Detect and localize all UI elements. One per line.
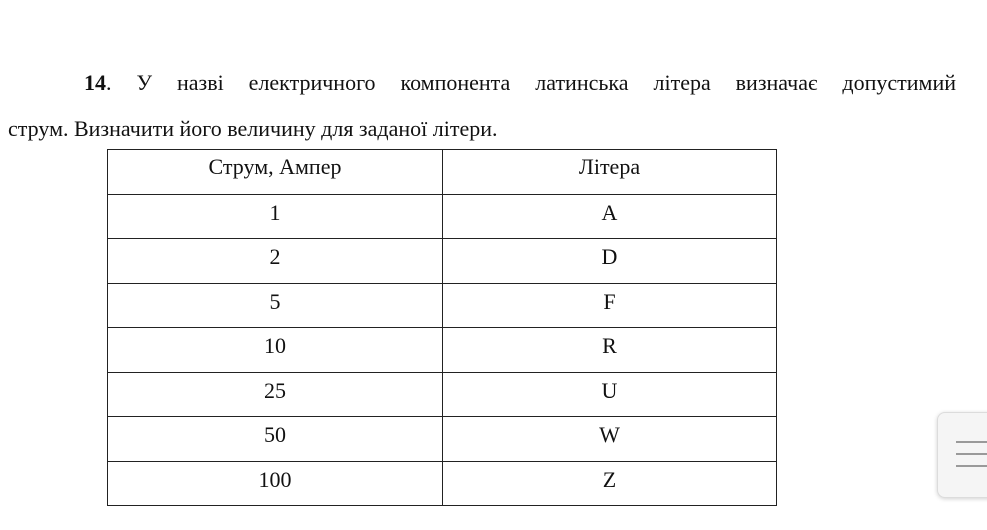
cell-letter: A xyxy=(443,194,777,239)
table-header-row xyxy=(108,150,777,195)
cell-current: 2 xyxy=(108,239,443,284)
cell-current: 50 xyxy=(108,417,443,462)
cell-letter: W xyxy=(443,417,777,462)
header-current: Струм, Ампер xyxy=(108,150,443,195)
cell-current: 1 xyxy=(108,194,443,239)
table-row xyxy=(108,239,777,284)
problem-number: 14 xyxy=(84,70,106,95)
table-row xyxy=(108,461,777,506)
cell-current: 25 xyxy=(108,372,443,417)
cell-letter: R xyxy=(443,328,777,373)
cell-current: 5 xyxy=(108,283,443,328)
table-row xyxy=(108,328,777,373)
cell-current: 10 xyxy=(108,328,443,373)
cell-letter: D xyxy=(443,239,777,284)
problem-statement xyxy=(8,60,956,152)
floating-menu-button[interactable] xyxy=(937,412,987,498)
header-letter: Літера xyxy=(443,150,777,195)
table-row xyxy=(108,417,777,462)
problem-line-1 xyxy=(8,60,956,106)
table-row xyxy=(108,194,777,239)
problem-text-line-2: струм. Визначити його величину для заданої літери. xyxy=(8,116,498,141)
problem-text-line-1: . У назві електричного компонента латинська літера визначає допустимий xyxy=(106,70,956,95)
cell-current: 100 xyxy=(108,461,443,506)
cell-letter: U xyxy=(443,372,777,417)
table-row xyxy=(108,372,777,417)
table-row xyxy=(108,283,777,328)
current-letter-table xyxy=(107,149,777,506)
cell-letter: F xyxy=(443,283,777,328)
cell-letter: Z xyxy=(443,461,777,506)
